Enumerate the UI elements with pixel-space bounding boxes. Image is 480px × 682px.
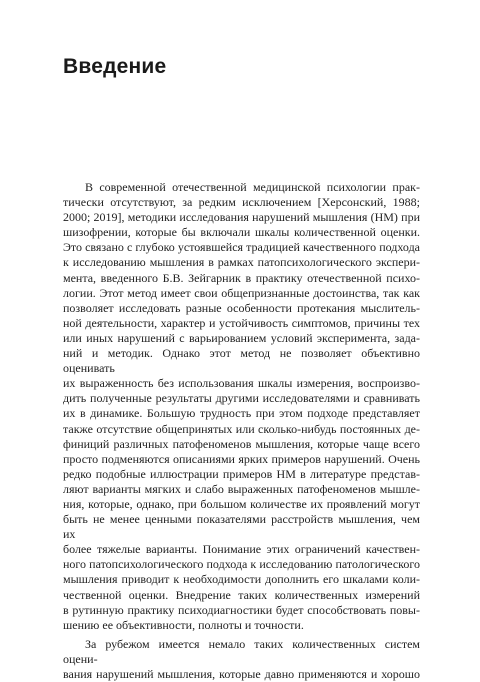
text-line: ний и методик. Однако этот метод не позволяет объективно оценивать — [63, 346, 420, 376]
text-line: более тяжелые варианты. Понимание этих ограничений качествен- — [63, 542, 420, 557]
text-line: или иных нарушений с варьированием условий эксперимента, зада- — [63, 330, 420, 345]
text-line: 2000; 2019], методики исследования нарушений мышления (НМ) при — [63, 210, 420, 225]
text-line: к исследованию мышления в рамках патопсихологического экспери- — [63, 255, 420, 270]
text-line: чественной оценки. Внедрение таких количественных измерений — [63, 587, 420, 602]
text-line: вания нарушений мышления, которые давно применяются и хорошо — [63, 667, 420, 681]
chapter-heading: Введение — [63, 55, 167, 78]
text-line: Это связано с глубоко устоявшейся традицией качественного подхода — [63, 240, 420, 255]
text-line: редко подобные иллюстрации примеров НМ в литературе представ- — [63, 466, 420, 481]
text-line: мента, введенного Б.В. Зейгарник в практику отечественной психо- — [63, 270, 420, 285]
text-line: мышления приводит к необходимости дополнить его шкалами коли- — [63, 572, 420, 587]
text-line: За рубежом имеется немало таких количественных систем оцени- — [63, 636, 420, 666]
text-line: их в динамике. Большую трудность при этом подходе представляет — [63, 406, 420, 421]
text-line: в рутинную практику психодиагностики будет способствовать повы- — [63, 602, 420, 617]
text-line: шению ее объективности, полноты и точности. — [63, 617, 304, 632]
text-line: просто подменяются описаниями ярких примеров нарушений. Очень — [63, 451, 420, 466]
text-line: быть не менее ценными показателями расстройств мышления, чем их — [63, 512, 420, 542]
text-line: логии. Этот метод имеет свои общепризнанные достоинства, так как — [63, 285, 420, 300]
chapter-body — [63, 180, 420, 682]
paragraph-1 — [63, 180, 420, 633]
text-line: дить полученные результаты другими исследователями и сравнивать — [63, 391, 420, 406]
text-line: ной деятельности, характер и устойчивость симптомов, причины тех — [63, 315, 420, 330]
text-line: В современной отечественной медицинской психологии прак- — [85, 180, 420, 194]
paragraph-2 — [63, 637, 420, 682]
text-line: тически отсутствуют, за редким исключением [Херсонский, 1988; — [63, 195, 420, 210]
text-line: ляют варианты мягких и слабо выраженных патофеноменов мышле- — [63, 481, 420, 496]
text-line: позволяет исследовать разные особенности протекания мыслитель- — [63, 300, 420, 315]
text-line: ного патопсихологического подхода к исследованию патологического — [63, 557, 420, 572]
text-line: шизофрении, которые бы включали шкалы количественной оценки. — [63, 225, 420, 240]
text-line: их выраженность без использования шкалы измерения, воспроизво- — [63, 376, 420, 391]
text-line: также отсутствие общепринятых или сколько-нибудь постоянных де- — [63, 421, 420, 436]
text-line: ния, которые, однако, при большом количестве их проявлений могут — [63, 496, 420, 511]
text-line: финиций различных патофеноменов мышления, которые чаще всего — [63, 436, 420, 451]
